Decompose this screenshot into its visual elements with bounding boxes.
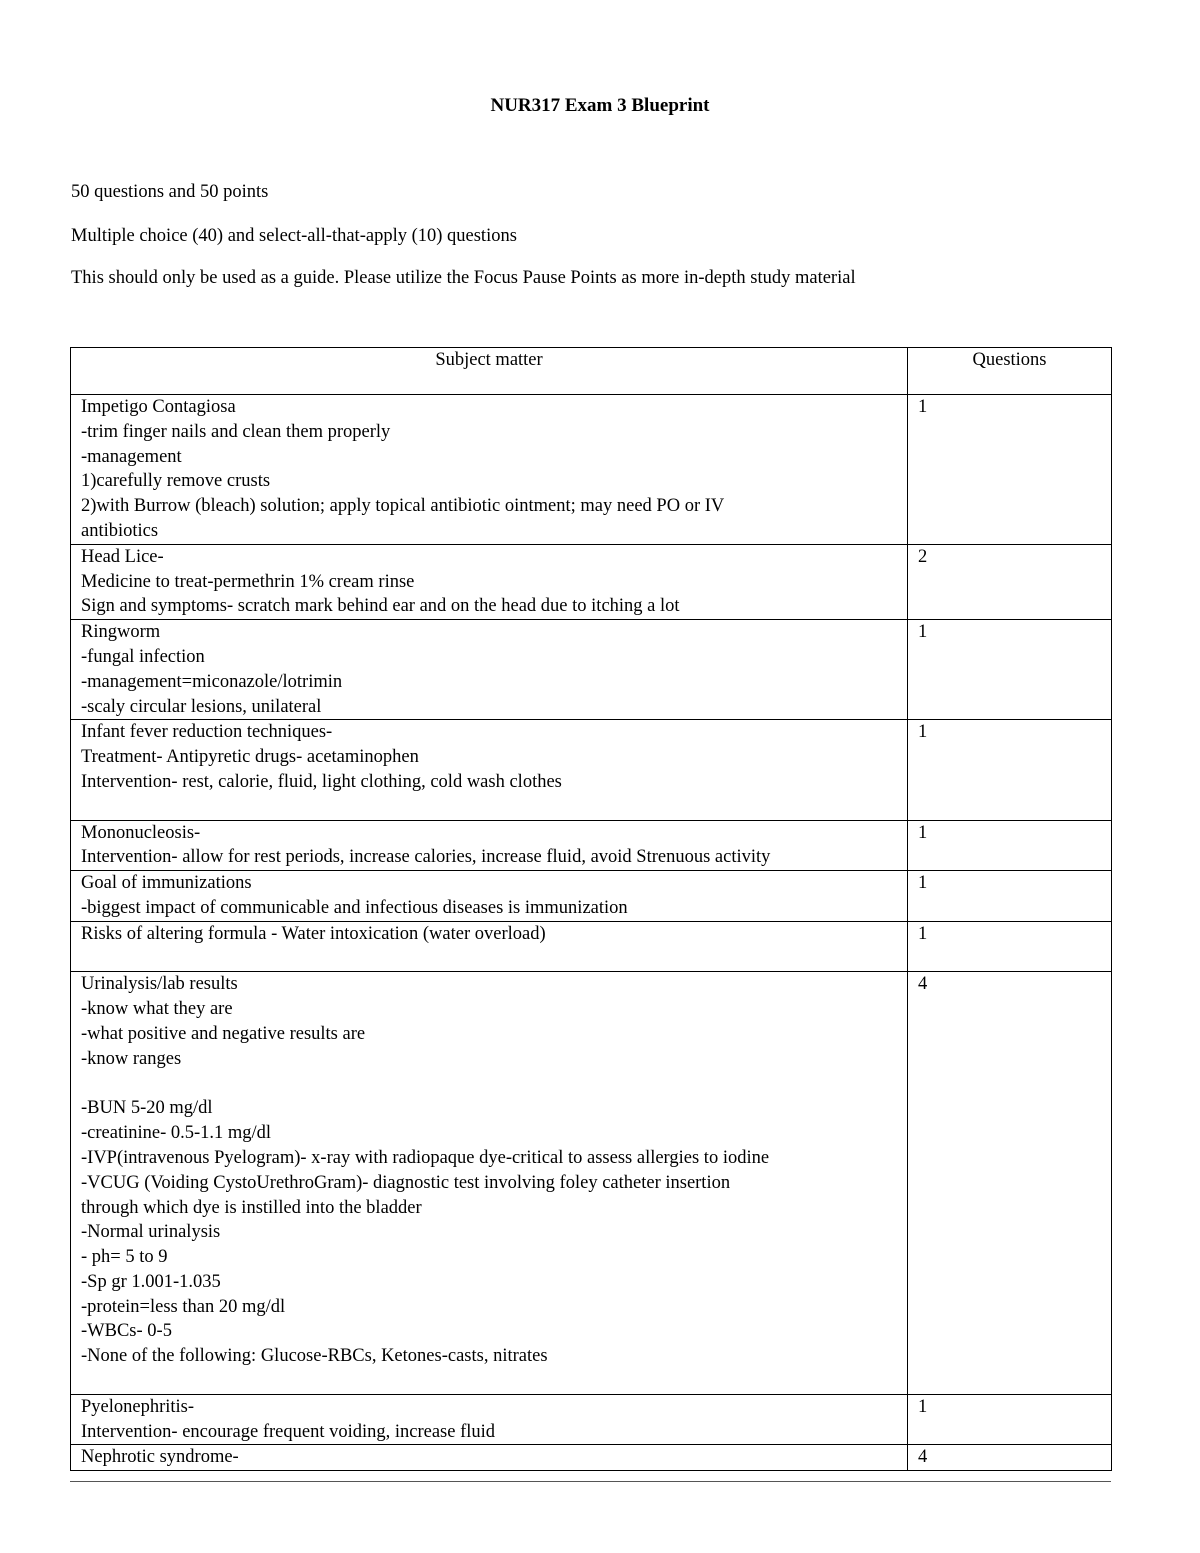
subject-line: -Normal urinalysis [81,1222,221,1243]
subject-line: Treatment- Antipyretic drugs- acetaminophen [81,747,419,768]
table-row [71,921,1112,972]
subject-line: -what positive and negative results are [81,1023,366,1044]
subject-cell [71,1394,908,1445]
header-questions: Questions [908,348,1112,395]
subject-line: Goal of immunizations [81,873,252,894]
subject-line: Intervention- allow for rest periods, increase calories, increase fluid, avoid Strenuous activity [81,847,771,868]
question-count-cell: 1 [908,871,1112,922]
subject-line: 1)carefully remove crusts [81,471,271,492]
subject-line: -management [81,446,182,467]
table-row [71,544,1112,619]
subject-line: Intervention- rest, calorie, fluid, light clothing, cold wash clothes [81,771,562,792]
subject-line: Medicine to treat-permethrin 1% cream rinse [81,571,415,592]
subject-line: - ph= 5 to 9 [81,1247,168,1268]
subject-line: -creatinine- 0.5-1.1 mg/dl [81,1123,272,1144]
question-count-cell: 2 [908,544,1112,619]
subject-cell [71,871,908,922]
question-count-cell: 1 [908,921,1112,972]
question-count-cell: 4 [908,1445,1112,1471]
subject-line: -VCUG (Voiding CystoUrethroGram)- diagnostic test involving foley catheter insertion [81,1172,731,1193]
subject-line: Sign and symptoms- scratch mark behind ear and on the head due to itching a lot [81,596,680,617]
table-row [71,1445,1112,1471]
subject-line: -protein=less than 20 mg/dl [81,1296,286,1317]
subject-line: -know what they are [81,999,233,1020]
subject-cell [71,1445,908,1471]
question-count-cell: 1 [908,820,1112,871]
intro-line-guide-note: This should only be used as a guide. Please utilize the Focus Pause Points as more in-depth study material [71,268,856,288]
blank-line [81,1369,897,1394]
subject-line: -BUN 5-20 mg/dl [81,1098,213,1119]
subject-line: Pyelonephritis- [81,1396,195,1417]
table-row [71,1394,1112,1445]
table-row [71,871,1112,922]
subject-cell [71,820,908,871]
subject-line: antibiotics [81,520,159,541]
table-row [71,395,1112,545]
subject-line: Impetigo Contagiosa [81,397,236,417]
table-header-row [71,348,1112,395]
subject-line: -Sp gr 1.001-1.035 [81,1271,221,1292]
blueprint-table-body [71,395,1112,1471]
question-count-cell: 1 [908,1394,1112,1445]
subject-cell [71,544,908,619]
subject-line: -scaly circular lesions, unilateral [81,696,322,717]
page-bottom-rule [70,1481,1111,1482]
table-row [71,720,1112,820]
table-row [71,972,1112,1395]
blueprint-table [70,347,1112,1471]
subject-line: Urinalysis/lab results [81,974,238,995]
subject-line: Ringworm [81,622,161,643]
question-count-cell: 1 [908,620,1112,720]
subject-line: Infant fever reduction techniques- [81,722,333,743]
question-count-cell: 4 [908,972,1112,1395]
subject-line: -IVP(intravenous Pyelogram)- x-ray with radiopaque dye-critical to assess allergies to iodine [81,1147,770,1168]
subject-line: -WBCs- 0-5 [81,1321,172,1342]
blank-line [81,795,897,820]
subject-line: 2)with Burrow (bleach) solution; apply topical antibiotic ointment; may need PO or IV [81,496,725,517]
subject-line: -None of the following: Glucose-RBCs, Ketones-casts, nitrates [81,1346,548,1367]
header-subject-matter: Subject matter [71,348,908,395]
subject-line: Intervention- encourage frequent voiding, increase fluid [81,1421,496,1442]
document-title: NUR317 Exam 3 Blueprint [490,95,710,116]
subject-cell [71,720,908,820]
subject-line: Mononucleosis- [81,822,201,843]
subject-line: Risks of altering formula - Water intoxication (water overload) [81,923,546,944]
subject-line: -management=miconazole/lotrimin [81,671,343,692]
intro-line-questions-points: 50 questions and 50 points [71,182,269,202]
table-row [71,620,1112,720]
subject-cell [71,921,908,972]
subject-cell [71,395,908,545]
subject-line: through which dye is instilled into the bladder [81,1197,422,1218]
table-row [71,820,1112,871]
question-count-cell: 1 [908,395,1112,545]
subject-cell [71,972,908,1395]
subject-cell [71,620,908,720]
question-count-cell: 1 [908,720,1112,820]
subject-line: -trim finger nails and clean them properly [81,421,391,442]
subject-line: Head Lice- [81,546,164,567]
subject-line: -know ranges [81,1048,182,1069]
subject-line: Nephrotic syndrome- [81,1447,239,1468]
blank-line [81,947,897,972]
subject-line: -biggest impact of communicable and infectious diseases is immunization [81,897,628,918]
subject-line: -fungal infection [81,646,205,667]
intro-line-question-types: Multiple choice (40) and select-all-that-apply (10) questions [71,226,517,246]
blank-line [81,1072,897,1097]
